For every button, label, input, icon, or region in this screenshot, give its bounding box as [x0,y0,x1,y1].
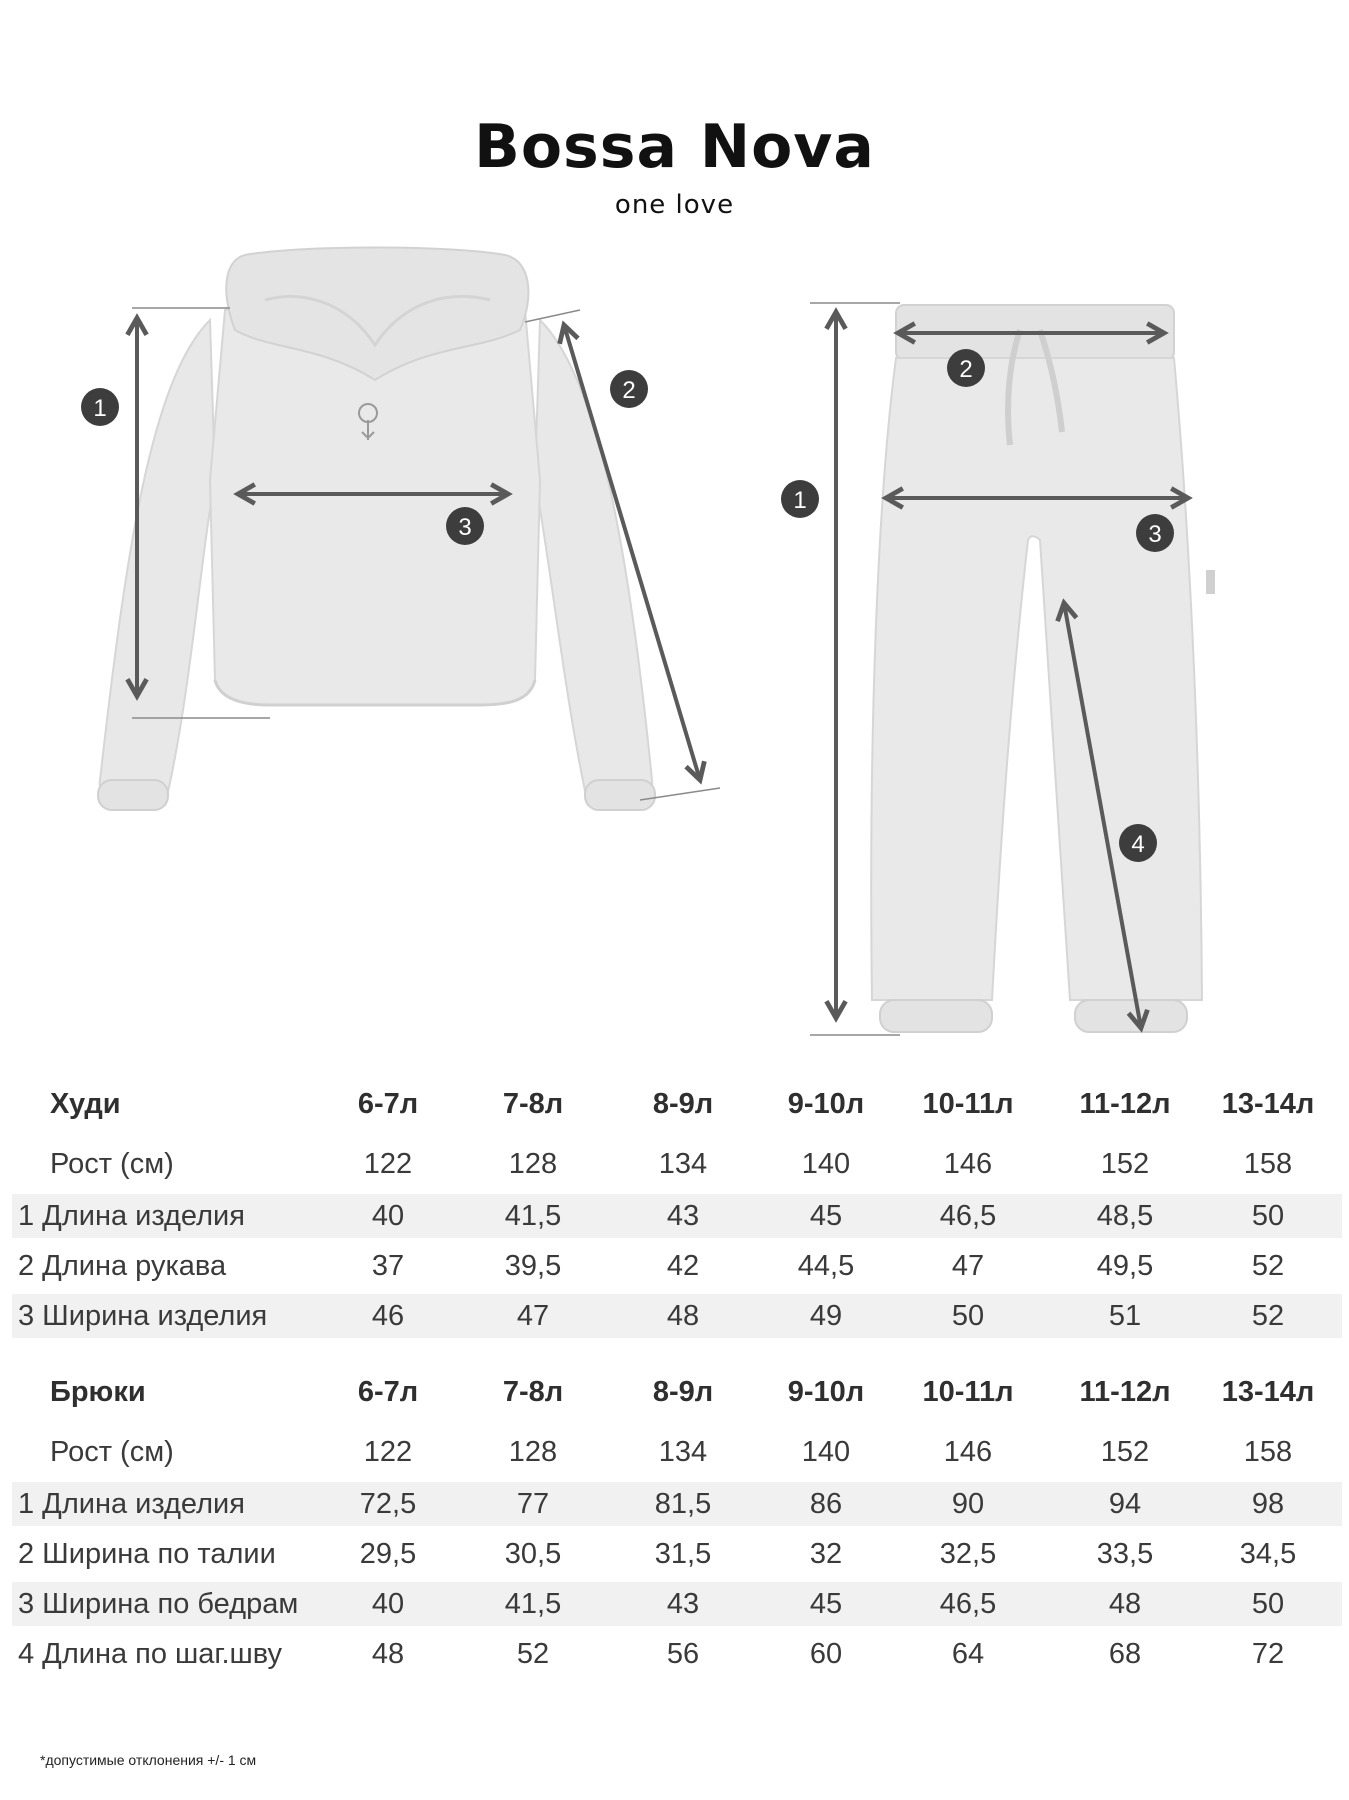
measurement-value: 60 [809,1637,843,1670]
measurement-value: 34,5 [1239,1537,1297,1570]
measurement-value: 98 [1251,1487,1285,1520]
measurement-value: 40 [371,1587,405,1620]
measurement-value: 72 [1251,1637,1285,1670]
pants-illustration [810,303,1215,1035]
measurement-value: 48,5 [1096,1199,1154,1232]
measurement-value: 44,5 [797,1249,855,1282]
size-column-header: 10-11л [922,1375,1014,1408]
measurement-value: 41,5 [504,1199,562,1232]
pants-marker-3 [1136,514,1174,552]
measurement-label: 2 Длина рукава [18,1249,227,1282]
measurement-value: 46 [371,1299,405,1332]
measurement-value: 32,5 [939,1537,997,1570]
height-value: 128 [508,1147,558,1180]
measurement-value: 40 [371,1199,405,1232]
size-column-header: 6-7л [357,1375,419,1408]
measurement-value: 41,5 [504,1587,562,1620]
size-column-header: 9-10л [787,1375,865,1408]
measurement-value: 56 [666,1637,700,1670]
measurement-value: 45 [809,1587,843,1620]
measurement-value: 30,5 [504,1537,562,1570]
measurement-label: 3 Ширина по бедрам [18,1587,299,1620]
pants-table-title: Брюки [50,1375,146,1408]
measurement-value: 47 [951,1249,985,1282]
measurement-value: 77 [516,1487,550,1520]
measurement-value: 39,5 [504,1249,562,1282]
hoodie-table-header [12,1082,1342,1126]
pants-measurement-row [12,1532,1342,1576]
measurement-label: 4 Длина по шаг.шву [18,1637,283,1670]
hoodie-height-row [12,1142,1342,1186]
pants-measurement-row [12,1482,1342,1526]
measurement-value: 49 [809,1299,843,1332]
height-value: 152 [1100,1147,1150,1180]
size-column-header: 10-11л [922,1087,1014,1120]
height-value: 140 [801,1435,851,1468]
pants-marker-4 [1119,824,1157,862]
size-column-header: 13-14л [1221,1375,1315,1408]
measurement-value: 46,5 [939,1199,997,1232]
hoodie-marker-3 [446,507,484,545]
measurement-value: 45 [809,1199,843,1232]
measurement-value: 81,5 [654,1487,712,1520]
measurement-value: 51 [1108,1299,1142,1332]
size-column-header: 7-8л [502,1087,564,1120]
hoodie-measurement-row [12,1194,1342,1238]
brand-logo-text: Bossa Nova [474,112,875,182]
svg-text:3: 3 [1148,521,1162,548]
svg-text:3: 3 [458,514,472,541]
measurement-value: 50 [1251,1199,1285,1232]
hoodie-marker-2 [610,370,648,408]
hoodie-marker-1 [81,388,119,426]
measurement-label: 3 Ширина изделия [18,1299,268,1332]
measurement-label: 2 Ширина по талии [18,1537,276,1570]
hoodie-measurement-row [12,1294,1342,1338]
measurement-label: 1 Длина изделия [18,1487,245,1520]
height-value: 158 [1243,1435,1293,1468]
measurement-value: 52 [1251,1249,1285,1282]
size-column-header: 8-9л [652,1087,714,1120]
hoodie-illustration [98,248,720,811]
pants-height-row [12,1430,1342,1474]
svg-text:2: 2 [959,356,973,383]
pants-marker-2 [947,349,985,387]
size-column-header: 9-10л [787,1087,865,1120]
measurement-value: 29,5 [359,1537,417,1570]
svg-text:4: 4 [1131,831,1145,858]
pants-table-header [12,1370,1342,1414]
measurement-value: 33,5 [1096,1537,1154,1570]
measurement-value: 68 [1108,1637,1142,1670]
measurement-value: 31,5 [654,1537,712,1570]
svg-text:1: 1 [793,487,807,514]
size-column-header: 11-12л [1079,1087,1171,1120]
height-value: 122 [363,1435,413,1468]
pants-measurement-row [12,1582,1342,1626]
measurement-value: 43 [666,1199,700,1232]
measurement-value: 37 [371,1249,405,1282]
height-value: 134 [658,1147,708,1180]
hoodie-measurement-row [12,1244,1342,1288]
measurement-value: 52 [516,1637,550,1670]
height-value: 152 [1100,1435,1150,1468]
measurement-value: 90 [951,1487,985,1520]
size-column-header: 11-12л [1079,1375,1171,1408]
height-label: Рост (см) [50,1147,174,1180]
size-column-header: 8-9л [652,1375,714,1408]
measurement-value: 42 [666,1249,700,1282]
measurement-value: 48 [371,1637,405,1670]
size-column-header: 13-14л [1221,1087,1315,1120]
measurement-value: 49,5 [1096,1249,1154,1282]
size-column-header: 7-8л [502,1375,564,1408]
measurement-value: 48 [1108,1587,1142,1620]
height-label: Рост (см) [50,1435,174,1468]
measurement-value: 94 [1108,1487,1142,1520]
pants-measurement-row [12,1632,1342,1676]
measurement-value: 50 [1251,1587,1285,1620]
svg-text:2: 2 [622,377,636,404]
measurement-value: 32 [809,1537,843,1570]
measurement-value: 52 [1251,1299,1285,1332]
measurement-value: 46,5 [939,1587,997,1620]
tolerance-footnote: *допустимые отклонения +/- 1 см [40,1752,257,1768]
height-value: 146 [943,1435,993,1468]
height-value: 158 [1243,1147,1293,1180]
hoodie-table-title: Худи [50,1087,121,1120]
height-value: 140 [801,1147,851,1180]
size-column-header: 6-7л [357,1087,419,1120]
measurement-value: 72,5 [359,1487,417,1520]
measurement-value: 47 [516,1299,550,1332]
measurement-value: 64 [951,1637,985,1670]
height-value: 146 [943,1147,993,1180]
measurement-value: 48 [666,1299,700,1332]
brand-tagline: one love [614,190,735,220]
height-value: 134 [658,1435,708,1468]
svg-text:1: 1 [93,395,107,422]
measurement-label: 1 Длина изделия [18,1199,245,1232]
pants-marker-1 [781,480,819,518]
measurement-value: 50 [951,1299,985,1332]
measurement-value: 43 [666,1587,700,1620]
measurement-value: 86 [809,1487,843,1520]
height-value: 128 [508,1435,558,1468]
height-value: 122 [363,1147,413,1180]
